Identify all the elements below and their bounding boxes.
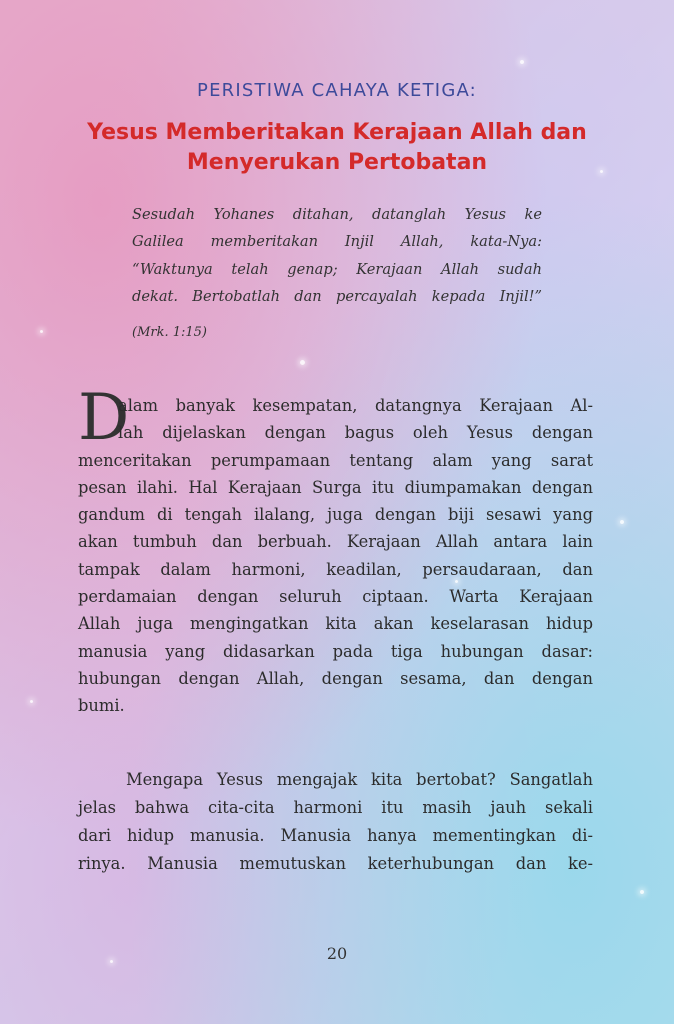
scripture-quote — [132, 200, 542, 309]
paragraph-line: lah dijelaskan dengan bagus oleh Yesus dengan — [118, 423, 593, 443]
sparkle-decoration — [30, 700, 33, 703]
body-paragraph-1 — [78, 392, 593, 720]
section-kicker: PERISTIWA CAHAYA KETIGA: — [197, 80, 477, 101]
paragraph-line: perdamaian dengan seluruh ciptaan. Warta Kerajaan — [78, 587, 593, 607]
scripture-reference: (Mrk. 1:15) — [132, 325, 208, 340]
sparkle-decoration — [40, 330, 43, 333]
quote-line: Galilea memberitakan Injil Allah, kata-Nya: — [132, 233, 542, 251]
quote-line: dekat. Bertobatlah dan percayalah kepada Injil!” — [132, 287, 542, 305]
paragraph-line: rinya. Manusia memutuskan keterhubungan dan ke- — [78, 854, 593, 873]
paragraph-line: tampak dalam harmoni, keadilan, persaudaraan, dan — [78, 559, 593, 579]
chapter-title-line: Menyerukan Pertobatan — [186, 150, 488, 175]
paragraph-line: hubungan dengan Allah, dengan sesama, dan dengan — [78, 668, 593, 688]
chapter-title-line: Yesus Memberitakan Kerajaan Allah dan — [87, 120, 587, 145]
paragraph-line: menceritakan perumpamaan tentang alam yang sarat — [78, 450, 593, 470]
drop-cap: D — [78, 381, 130, 455]
paragraph-line: alam banyak kesempatan, datangnya Kerajaan Al- — [118, 396, 593, 415]
sparkle-decoration — [640, 890, 644, 894]
paragraph-line: pesan ilahi. Hal Kerajaan Surga itu diumpamakan dengan — [78, 477, 593, 497]
paragraph-line: Allah juga mengingatkan kita akan keselarasan hidup — [78, 614, 593, 634]
quote-line: “Waktunya telah genap; Kerajaan Allah sudah — [132, 260, 542, 278]
paragraph-line: Mengapa Yesus mengajak kita bertobat? Sangatlah — [126, 770, 593, 789]
body-paragraph-2 — [78, 766, 593, 878]
paragraph-line: manusia yang didasarkan pada tiga hubungan dasar: — [78, 641, 593, 661]
quote-line: Sesudah Yohanes ditahan, datanglah Yesus ke — [132, 206, 542, 223]
paragraph-line: jelas bahwa cita-cita harmoni itu masih jauh sekali — [78, 798, 593, 817]
sparkle-decoration — [520, 60, 524, 64]
paragraph-line: akan tumbuh dan berbuah. Kerajaan Allah antara lain — [78, 532, 593, 552]
sparkle-decoration — [620, 520, 624, 524]
paragraph-line: gandum di tengah ilalang, juga dengan biji sesawi yang — [78, 505, 593, 525]
sparkle-decoration — [300, 360, 305, 365]
chapter-title — [0, 118, 674, 178]
paragraph-line: bumi. — [78, 696, 125, 716]
paragraph-line: dari hidup manusia. Manusia hanya mementingkan di- — [78, 826, 593, 845]
page-number: 20 — [326, 944, 348, 963]
